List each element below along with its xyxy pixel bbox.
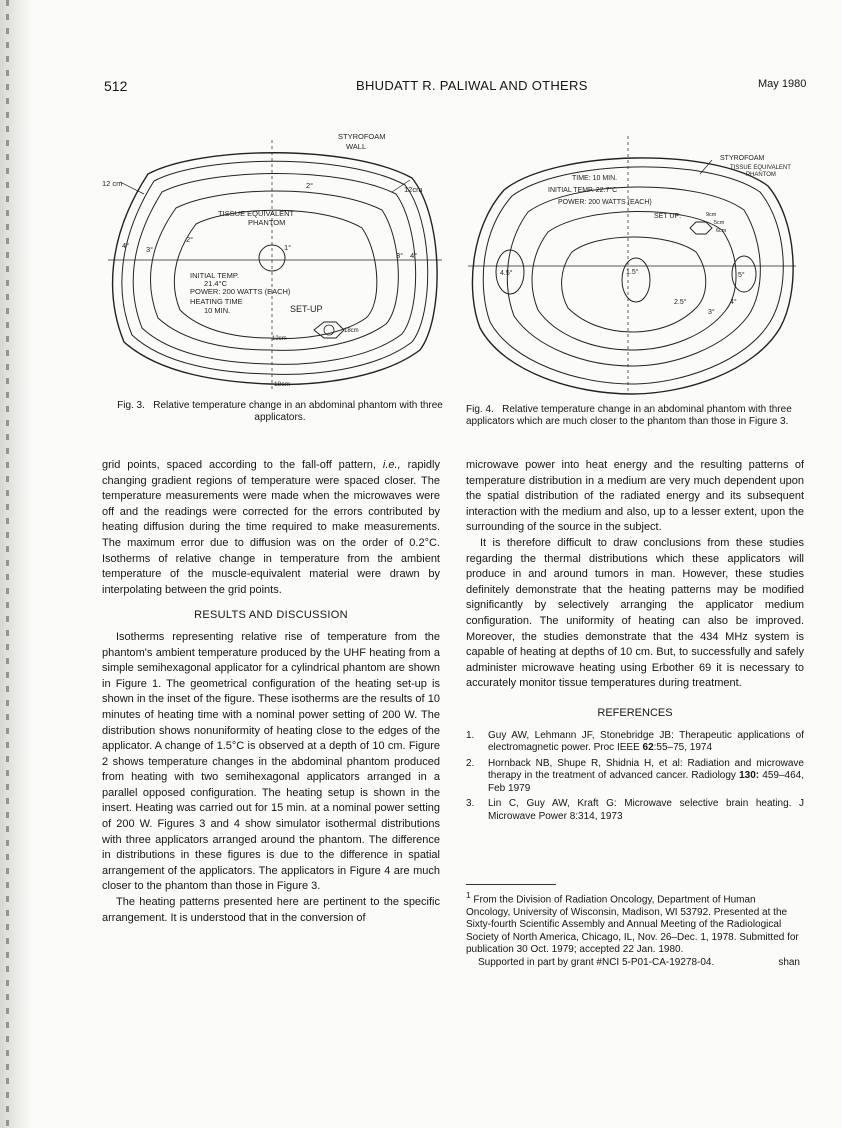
fig3-cond3: POWER: 200 WATTS (EACH) [190,287,291,296]
reference-text-b: 8:314, 1973 [569,810,623,822]
fig4-label-wall1: STYROFOAM [720,155,765,162]
paragraph-results: Isotherms representing relative rise of temperature from the phantom's ambient temperature produced by the UHF heating from a simple semihexagonal applicator for a cylindrical phantom are shown in Figure 1. The geometrical configuration of the heating set-up is shown in the inset of the figure. These isotherms are the results of 10 minutes of heating time with a nominal power setting of 200 W. The distribution shows nonuniformity of heating close to the edges of the applicator. A change of 1.5°C is observed at a depth of 10 cm. Figure 2 shows temperature changes in the abdominal phantom produced from heating with two semihexagonal applicators arranged in a parallel opposed configuration. The heating setup is shown in the insert. Heating was carried out for 15 min. at a nominal power setting of 200 W. Figures 3 and 4 show simulator isothermal distributions with three applicators arranged around the phantom. The difference in distributions in these figures is due to the difference in spatial arrangement of the applicators. The applicators in Figure 4 are much closer to the phantom than those in Figure 3. [102,630,440,893]
page-number: 512 [104,78,128,94]
paragraph-grid-points-b: rapidly changing gradient regions of temperature were spaced closer. The temperature measurements were made when the microwaves were off and the readings were corrected for the errors contributed by heating diffusion during the time required to make measurements. The maximum error due to diffusion was on the order of 0.2°C. Isotherms of relative change in temperature from the ambient temperature of the muscle-equivalent material were drawn by interpolating between the grid points. [102,459,440,596]
fig4-label-time: TIME: 10 MIN. [572,175,618,182]
reference-item [466,758,804,796]
references-heading: REFERENCES [597,706,673,719]
fig3-styrofoam-wall-outer [113,153,438,385]
figure-4-diagram [464,132,800,398]
figure-4-caption [466,404,800,428]
ie-italic: i.e., [382,459,401,471]
fig4-isotherm-15 [622,258,650,302]
footnote [466,884,800,969]
fig4-label-setup: SET UP: [654,213,682,220]
fig3-setup-title: SET-UP [290,304,323,314]
fig4-setup-inset-hexagon [690,222,712,234]
fig3-setup-18: 18cm [344,328,359,334]
paragraph-heating-patterns: The heating patterns presented here are pertinent to the specific arrangement. It is understood that in the conversion of [102,896,440,924]
fig4-label-wall2: TISSUE EQUIVALENT [730,165,791,171]
footnote-affiliation [466,889,800,957]
fig3-styrofoam-wall-inner [122,161,428,374]
footnote-initials: shan [778,956,800,968]
reference-text [488,798,804,823]
figure-3-caption-text: Relative temperature change in an abdominal phantom with three applicators. [153,400,443,423]
footnote-support-text: Supported in part by grant #NCI 5-P01-CA-19278-04. [478,956,715,968]
fig4-isotherm-4 [507,187,760,366]
figure-4-caption-text: Relative temperature change in an abdominal phantom with three applicators which are much closer to the phantom than those in Figure 3. [466,404,792,427]
fig4-label-init: INITIAL TEMP. 22.7°C [548,187,618,194]
fig3-label-wall: STYROFOAM [338,132,386,141]
footnote-text: From the Division of Radiation Oncology, Department of Human Oncology, University of Wisconsin, Madison, WI 53792. Presented at the Sixty-fourth Scientific Assembly and Annual Meeting of the Radiological Society of North America, Chicago, IL, Nov. 26–Dec. 1, 1978. Submitted for publication 30 Oct. 1979; accepted 22 Jan. 1980. [466,894,799,956]
fig4-iso-25: 2.5° [674,299,687,306]
fig4-iso-3: 3° [708,309,715,316]
fig3-cond4: HEATING TIME [190,297,243,306]
reference-volume: 62 [642,742,654,753]
fig3-cond2: 21.4°C [204,279,228,288]
fig4-iso-45: 4.5° [500,270,513,277]
reference-text [488,758,804,796]
reference-text-a: Lin C, Guy AW, Kraft G: Microwave selective brain heating. J Microwave Power [488,798,804,822]
reference-text [488,730,804,755]
fig4-isotherm-25 [562,237,706,332]
fig3-iso-2b: 2° [186,235,194,244]
fig3-leader-left [120,182,144,194]
reference-text-a: Hornback NB, Shupe R, Shidnia H, et al: Radiation and microwave therapy in the treatment of advanced cancer. Radiology [488,757,804,781]
running-date: May 1980 [758,78,807,90]
fig3-cond5: 10 MIN. [204,306,231,315]
fig4-label-s6: 6cm [716,228,727,234]
fig3-setup-12: 12cm [272,336,287,342]
fig3-dim-bottom: 18cm [274,381,290,388]
left-column [102,458,440,926]
reference-item [466,730,804,755]
figure-3-caption-label: Fig. 3. [117,400,145,411]
paragraph-conclusions: It is therefore difficult to draw conclusions from these studies regarding the thermal distributions which these applicators will produce in and around tumors in man. However, these studies definitely demonstrate that the heating patterns may be modified significantly by selectively arranging the applicator medium configuration. The uniformity of heating can also be improved. Moreover, the studies demonstrate that the 434 MHz system is capable of heating at depths of 10 cm. But, to successfully and safely administer microwave heating using Erbother 69 it is necessary to accurately monitor tissue temperatures during treatment. [466,536,804,690]
fig3-iso-2a: 2° [306,181,314,190]
fig3-cond1: INITIAL TEMP. [190,271,240,280]
fig4-label-s5: 5cm [714,220,725,226]
fig3-iso-3a: 3° [146,245,154,254]
footnote-mark: 1 [466,890,471,900]
fig4-iso-5: 5° [738,272,745,279]
right-column [466,458,804,826]
figure-4-caption-label: Fig. 4. [466,404,494,415]
reference-number: 1. [466,729,475,741]
reference-text-a: Guy AW, Lehmann JF, Stonebridge JB: Therapeutic applications of electromagnetic power. Proc IEEE [488,729,804,753]
fig3-iso-4a: 4° [122,241,130,250]
reference-text-b: :55–75, 1974 [653,742,713,753]
fig4-label-wall3: PHANTOM [746,172,776,178]
running-head: BHUDATT R. PALIWAL AND OTHERS [356,78,588,93]
fig4-label-power: POWER: 200 WATTS (EACH) [558,199,652,206]
reference-number: 2. [466,757,475,769]
fig3-label-wall2: WALL [346,142,367,151]
section-heading-results: RESULTS AND DISCUSSION [194,609,348,622]
figure-3-diagram [100,128,448,398]
book-binding-edge [0,0,34,1128]
fig3-label-phantom2: PHANTOM [248,218,286,227]
fig3-label-phantom1: TISSUE EQUIVALENT [218,209,295,218]
paragraph-grid-points-a: grid points, spaced according to the fall-off pattern, [102,459,383,471]
figure-3-caption [112,400,448,424]
figure-3 [100,128,448,398]
fig4-iso-15: 1.5° [626,269,639,276]
fig3-label-dim-left: 12 cm [102,179,123,188]
reference-text-b: 459–464, Feb 1979 [488,770,804,794]
footnote-rule [466,884,556,885]
fig3-iso-3b: 3° [396,251,404,260]
footnote-support [466,957,800,970]
fig3-iso-4b: 4° [410,251,418,260]
reference-item [466,798,804,823]
paragraph-microwave-power: microwave power into heat energy and the resulting patterns of temperature distribution in a medium are very much dependent upon the spatial distribution of the radiated energy and its subsequent interaction with the medium and also, up to a lesser extent, upon the surrounding of the source in the subject. [466,459,804,534]
reference-volume: 130: [739,770,760,781]
fig3-iso-1: 1° [284,243,292,252]
fig3-label-dim-right: 12cm [404,185,423,194]
fig4-label-s9: 9cm [706,212,717,218]
figure-4 [464,132,800,398]
fig4-iso-4: 4° [730,299,737,306]
reference-number: 3. [466,798,475,809]
paragraph-grid-points [102,458,440,598]
